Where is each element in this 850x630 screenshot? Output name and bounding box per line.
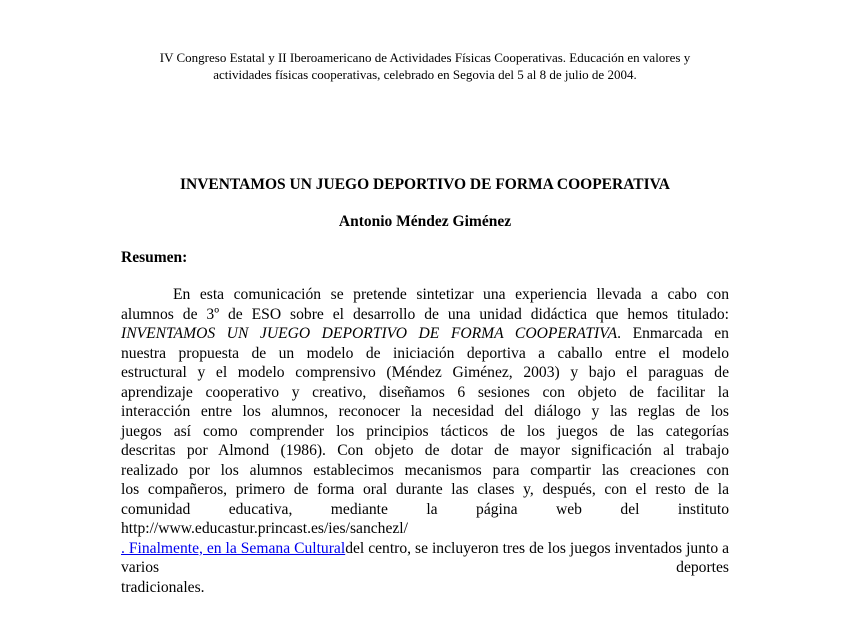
unit-title-italic: INVENTAMOS UN JUEGO DEPORTIVO DE FORMA COOPERATIVA <box>121 325 618 342</box>
abstract-line: nuestra propuesta de un modelo de iniciación deportiva a caballo entre el modelo <box>121 344 729 362</box>
abstract-line: realizado por los alumnos establecimos mecanismos para compartir las creaciones con <box>121 461 729 479</box>
paper-author: Antonio Méndez Giménez <box>338 213 512 230</box>
paper-title: INVENTAMOS UN JUEGO DEPORTIVO DE FORMA COOPERATIVA <box>179 176 670 193</box>
abstract-line: aprendizaje cooperativo y creativo, diseñamos 6 sesiones con objeto de facilitar la <box>121 383 729 401</box>
abstract-line: juegos así como comprender los principios tácticos de los juegos de las categorías <box>121 422 729 440</box>
abstract-text: . Enmarcada en <box>617 325 729 342</box>
conference-header-line: IV Congreso Estatal y II Iberoamericano de Actividades Físicas Cooperativas. Educación en valores y <box>159 50 691 65</box>
abstract-line: tradicionales. <box>121 578 205 596</box>
abstract-text: del centro, se incluyeron tres de los juegos inventados junto a varios deportes <box>121 539 730 576</box>
abstract-line: descritas por Almond (1986). Con objeto de dotar de mayor significación al trabajo <box>121 442 729 459</box>
abstract-line: interacción entre los alumnos, reconocer la necesidad del diálogo y las reglas de los <box>121 403 729 420</box>
abstract-line: http://www.educastur.princast.es/ies/sanchezl/ <box>121 520 408 537</box>
institute-website-link[interactable]: . Finalmente, en la Semana Cultural <box>121 539 346 557</box>
conference-header-line: actividades físicas cooperativas, celebrado en Segovia del 5 al 8 de julio de 2004. <box>213 67 637 82</box>
abstract-line: alumnos de 3º de ESO sobre el desarrollo de una unidad didáctica que hemos titulado: <box>121 305 729 323</box>
abstract-line: En esta comunicación se pretende sintetizar una experiencia llevada a cabo con <box>173 286 729 303</box>
abstract-line <box>121 324 729 344</box>
abstract-heading: Resumen: <box>121 249 188 266</box>
abstract-line <box>121 539 729 578</box>
abstract-line: estructural y el modelo comprensivo (Méndez Giménez, 2003) y bajo el paraguas de <box>121 364 729 381</box>
abstract-body <box>121 285 729 597</box>
conference-header <box>110 49 740 83</box>
abstract-line: los compañeros, primero de forma oral durante las clases y, después, con el resto de la <box>121 481 729 498</box>
abstract-line: comunidad educativa, mediante la página web del instituto <box>121 500 729 518</box>
